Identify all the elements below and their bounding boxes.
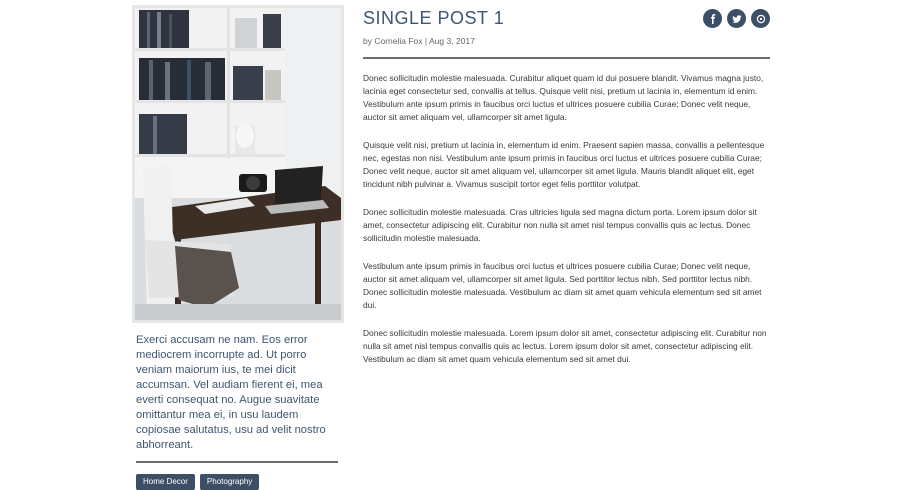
sidebar — [132, 5, 344, 490]
twitter-icon[interactable] — [727, 9, 746, 28]
workspace-photo — [135, 8, 341, 320]
post-paragraph: Donec sollicitudin molestie malesuada. Cras ultricies ligula sed magna dictum porta. Lorem ipsum dolor sit amet, consectetur adipiscing elit. Curabitur non nulla sit amet nisl tempus convallis quis ac lectus. Donec sollicitudin molestie malesuada. — [363, 207, 757, 243]
tag-home-decor[interactable]: Home Decor — [136, 474, 195, 490]
post-paragraph: Vestibulum ante ipsum primis in faucibus orci luctus et ultrices posuere cubilia Curae; Donec velit neque, auctor sit amet aliquam vel, ullamcorper sit amet ligula. Sed porttitor lectus nibh. Sed porttitor lectus nibh. Donec sollicitudin molestie malesuada. Vestibulum ac diam sit amet quam vehicula elementum sed sit amet dui. — [363, 261, 762, 310]
sidebar-caption: Exerci accusam ne nam. Eos error mediocrem incorrupte ad. Ut porro veniam maiorum ius, te mei dicit accumsan. Vel audiam fierent ei, mea everti consequat no. Augue suavitate omittantur mea ei, in usu laudem copiosae salutatus, usu ad velit nostro abhorreant. — [136, 334, 326, 451]
post-body — [363, 72, 770, 366]
sidebar-divider — [136, 461, 338, 463]
social-share — [703, 9, 770, 28]
post-paragraph: Donec sollicitudin molestie malesuada. Curabitur aliquet quam id dui posuere blandit. Vivamus magna justo, lacinia eget consectetur sed, convallis at tellus. Quisque velit nisi, pretium ut lacinia in, elementum id enim. Vestibulum ante ipsum primis in faucibus orci luctus et ultrices posuere cubilia Curae; Donec velit neque, auctor sit amet aliquam vel, ullamcorper sit amet ligula. — [363, 73, 764, 122]
post-paragraph: Quisque velit nisi, pretium ut lacinia in, elementum id enim. Praesent sapien massa, convallis a pellentesque nec, egestas non nisi. Vestibulum ante ipsum primis in faucibus orci luctus et ultrices posuere cubilia Curae; Donec velit neque, auctor sit amet aliquam vel, ullamcorper sit amet ligula. Mauris blandit aliquet elit, eget tincidunt nibh pulvinar a. Vivamus suscipit tortor eget felis porttitor volutpat. — [363, 140, 765, 189]
post-title: SINGLE POST 1 — [363, 8, 505, 28]
post-meta: by Cornelia Fox | Aug 3, 2017 — [363, 36, 475, 46]
title-divider — [363, 57, 770, 59]
post-paragraph: Donec sollicitudin molestie malesuada. Lorem ipsum dolor sit amet, consectetur adipiscing elit. Curabitur non nulla sit amet nisl tempus convallis quis ac lectus. Lorem ipsum dolor sit amet, consectetur adipiscing elit. Vestibulum ac diam sit amet quam vehicula elementum sed sit amet dui. — [363, 328, 767, 364]
featured-image — [132, 5, 344, 323]
facebook-icon[interactable] — [703, 9, 722, 28]
pinterest-icon[interactable] — [751, 9, 770, 28]
post-content — [363, 6, 770, 381]
tag-photography[interactable]: Photography — [200, 474, 259, 490]
tag-list — [136, 474, 344, 490]
